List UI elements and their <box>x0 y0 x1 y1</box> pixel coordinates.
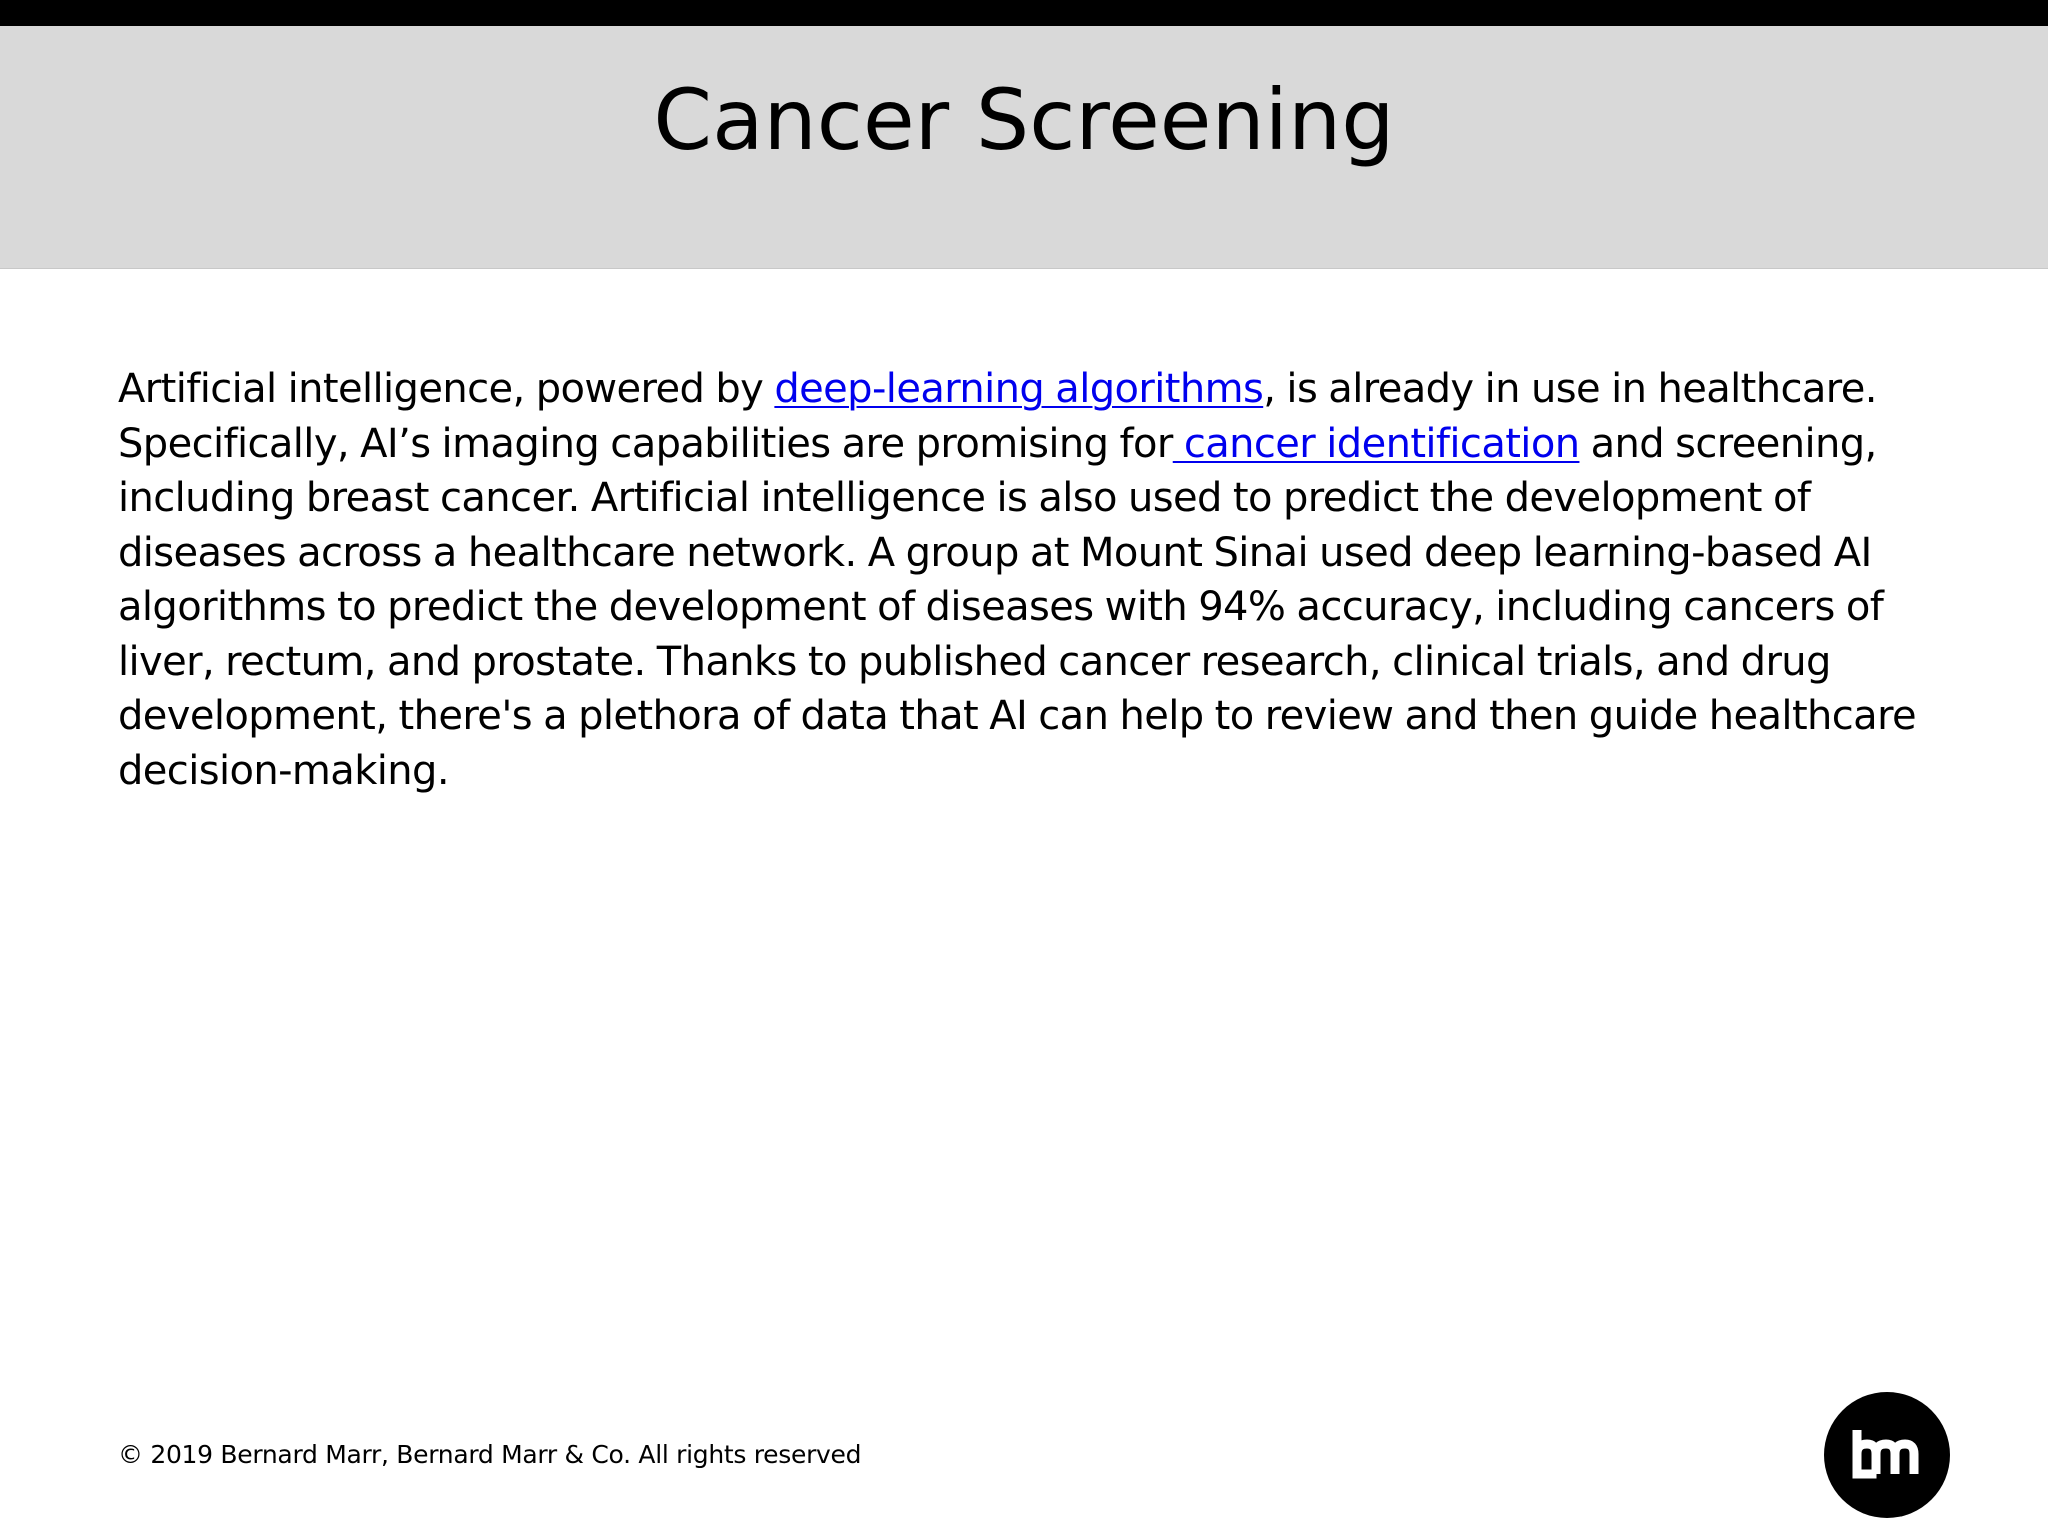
copyright-footer: © 2019 Bernard Marr, Bernard Marr & Co. All rights reserved <box>118 1440 862 1469</box>
slide-title: Cancer Screening <box>653 71 1395 169</box>
paragraph-text-1: Artificial intelligence, powered by <box>118 366 775 412</box>
paragraph-text-2: , is already in use in healthcare. Specifically, AI’s imaging capabilities are promising for <box>118 366 1877 467</box>
bm-logo-icon <box>1824 1392 1950 1518</box>
top-black-bar <box>0 0 2048 26</box>
paragraph-text-3: and screening, including breast cancer. Artificial intelligence is also used to predict the development of diseases across a healthcare network. A group at Mount Sinai used deep learning-based AI algorithms to predict the development of diseases with 94% accuracy, including cancers of liver, rectum, and prostate. Thanks to published cancer research, clinical trials, and drug development, there's a plethora of data that AI can help to review and then guide healthcare decision-making. <box>118 420 1917 794</box>
cancer-identification-link[interactable]: cancer identification <box>1172 420 1580 467</box>
deep-learning-link[interactable]: deep-learning algorithms <box>774 366 1264 412</box>
body-paragraph <box>118 362 1988 798</box>
